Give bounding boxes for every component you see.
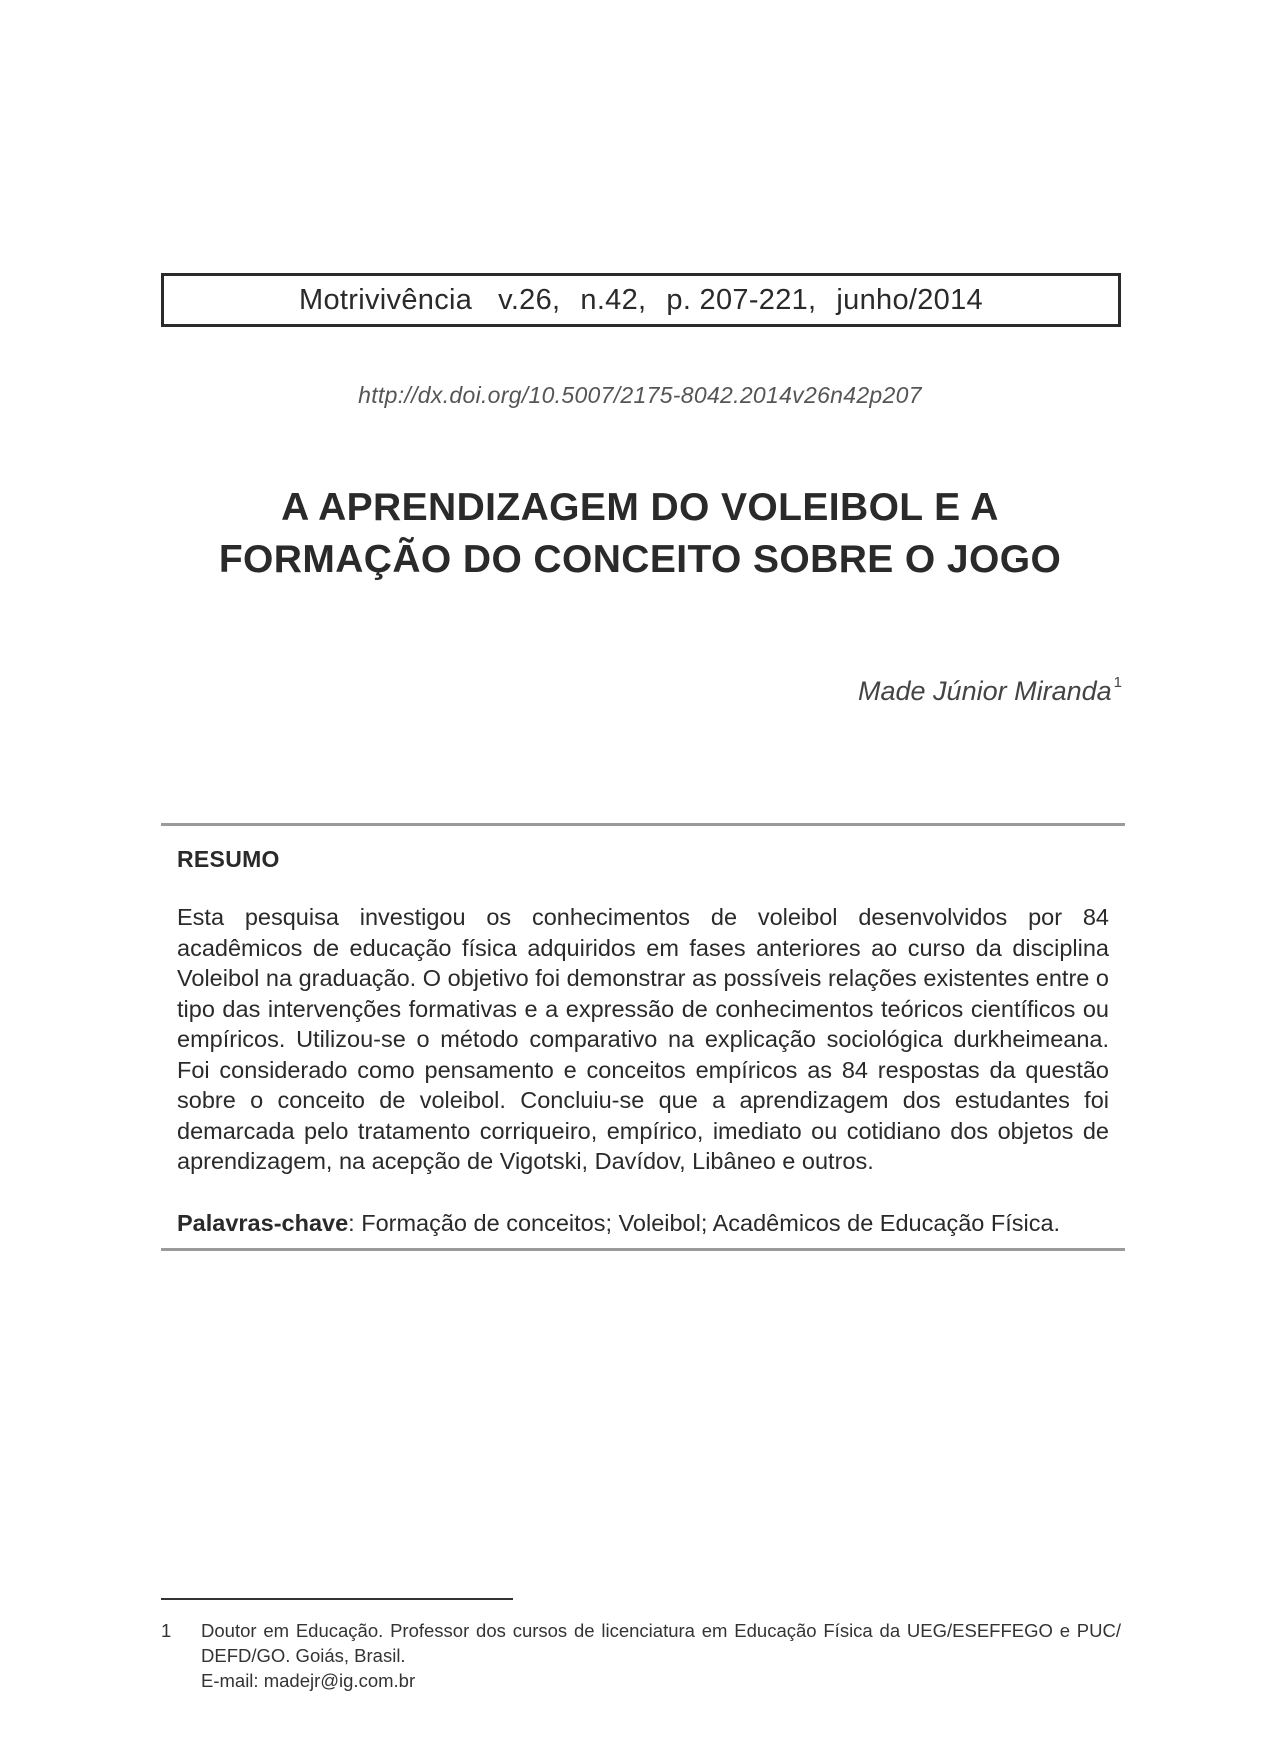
journal-pages: p. 207-221,	[666, 283, 817, 316]
title-line-2: FORMAÇÃO DO CONCEITO SOBRE O JOGO	[218, 538, 1062, 581]
journal-header-box	[161, 273, 1121, 327]
journal-volume: v.26,	[498, 283, 561, 316]
title-line-1: A APRENDIZAGEM DO VOLEIBOL E A	[281, 486, 999, 529]
author-name: Made Júnior Miranda	[858, 676, 1112, 706]
keywords	[177, 1210, 1117, 1237]
author-byline	[858, 676, 1122, 707]
footnote	[161, 1618, 1121, 1693]
doi-link[interactable]: http://dx.doi.org/10.5007/2175-8042.2014v26n42p207	[358, 382, 922, 408]
footnote-number: 1	[161, 1620, 172, 1641]
abstract-heading: RESUMO	[177, 846, 280, 872]
journal-name: Motrivivência	[299, 283, 473, 316]
journal-date: junho/2014	[836, 283, 983, 316]
footnote-email[interactable]: E-mail: madejr@ig.com.br	[201, 1670, 416, 1691]
journal-number: n.42,	[580, 283, 647, 316]
keywords-label: Palavras-chave	[177, 1210, 349, 1236]
footnote-rule	[161, 1598, 513, 1600]
keywords-text: : Formação de conceitos; Voleibol; Acadêmicos de Educação Física.	[348, 1210, 1061, 1236]
abstract-top-rule	[161, 823, 1125, 826]
paper-title	[0, 482, 1280, 586]
abstract-bottom-rule	[161, 1248, 1125, 1251]
abstract-text: Esta pesquisa investigou os conhecimentos de voleibol desenvolvidos por 84 acadêmicos de educação física adquiridos em fases anteriores ao curso da disciplina Voleibol na graduação. O objetivo foi demonstrar as possíveis relações existentes entre o tipo das intervenções formativas e a expressão de conhecimentos teóricos científicos ou empíricos. Utilizou-se o método comparativo na explicação sociológica durkheimeana. Foi considerado como pensamento e conceitos empíricos as 84 respostas da questão sobre o conceito de voleibol. Concluiu-se que a aprendizagem dos estudantes foi demarcada pelo tratamento corriqueiro, empírico, imediato ou cotidiano dos objetos de aprendizagem, na acepção de Vigotski, Davídov, Libâneo e outros.	[177, 904, 1109, 1174]
footnote-affiliation: Doutor em Educação. Professor dos cursos de licenciatura em Educação Física da UEG/ESEFFEGO e PUC/ DEFD/GO. Goiás, Brasil.	[201, 1620, 1121, 1666]
author-footnote-marker: 1	[1113, 674, 1122, 691]
